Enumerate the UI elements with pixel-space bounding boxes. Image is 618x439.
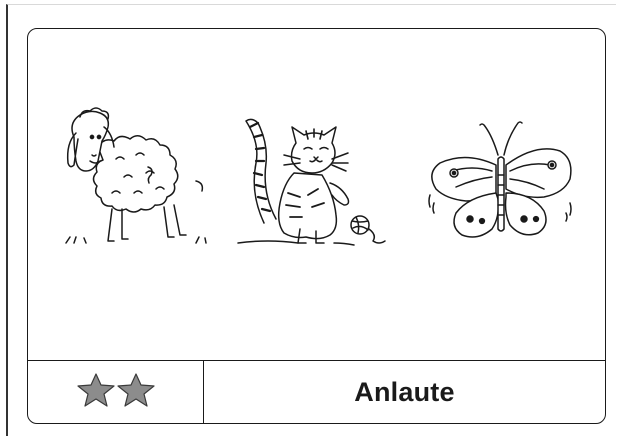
cat-icon xyxy=(234,113,394,253)
star-icon xyxy=(76,372,116,413)
picture-area xyxy=(28,29,605,359)
card-title: Anlaute xyxy=(354,376,455,407)
picture-card xyxy=(27,28,606,424)
sheep-icon xyxy=(46,97,216,247)
butterfly-icon xyxy=(426,115,576,255)
title-cell xyxy=(204,361,605,423)
star-icon xyxy=(116,372,156,413)
difficulty-rating xyxy=(28,361,204,423)
card-footer xyxy=(28,360,605,423)
